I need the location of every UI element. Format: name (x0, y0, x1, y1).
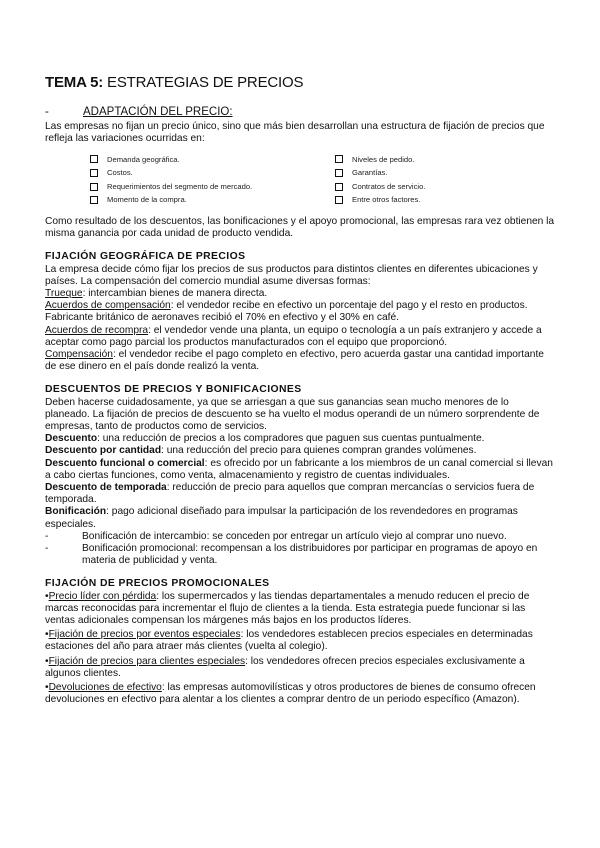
definition: : una reducción de precios a los compradores que paguen sus cuentas puntualmente. (97, 433, 485, 445)
term: Fijación de precios para clientes especiales (48, 655, 246, 667)
definition: : reducción de precio para aquellos que compran mercancías o servicios fuera de temporada. (45, 482, 535, 506)
list-item (90, 153, 335, 167)
list-item (45, 482, 555, 506)
document-page (45, 74, 555, 709)
list-item (335, 166, 535, 180)
adaptacion-outro: Como resultado de los descuentos, las bonificaciones y el apoyo promocional, las empresas rara vez obtienen la misma ganancia por cada unidad de producto vendida. (45, 215, 555, 240)
list-item (45, 682, 555, 706)
definition: : el vendedor recibe en efectivo un porcentaje del pago y el resto en productos. Fabricante británico de aeronaves recibió el 70% en efectivo y el 30% en café. (45, 300, 528, 324)
page-title (45, 74, 555, 92)
checkbox-icon (335, 169, 343, 177)
sub-item-text: Bonificación de intercambio: se conceden por entregar un artículo viejo al comprar uno nuevo. (82, 530, 507, 542)
list-item-label: Demanda geográfica. (107, 154, 180, 164)
list-item-label: Niveles de pedido. (352, 154, 415, 164)
list-item (45, 591, 555, 628)
definition: : el vendedor recibe el pago completo en efectivo, pero acuerda gastar una cantidad importante de ese dinero en el país donde realizó la venta. (45, 349, 544, 373)
term: Compensación (45, 349, 113, 361)
definition: : el vendedor vende una planta, un equipo o tecnología a un país extranjero y accede a aceptar como pago parcial los productos manufacturados con el equipo que proporcionó. (45, 324, 542, 348)
bullet-icon: • (45, 629, 49, 641)
term: Descuento funcional o comercial (45, 457, 205, 469)
title-number: TEMA 5: (45, 74, 104, 91)
section-heading: FIJACIÓN GEOGRÁFICA DE PRECIOS (45, 251, 246, 263)
list-item-label: Costos. (107, 168, 133, 178)
bullet-icon: • (45, 590, 49, 602)
section-intro: Deben hacerse cuidadosamente, ya que se arriesgan a que sus ganancias sean mucho menores de lo planeado. La fijación de precios de descuento se ha vuelto el modus operandi de un número sorprendente de empresas, tanto de productos como de servicios. (45, 396, 540, 433)
sub-item-text: Bonificación promocional: recompensan a los distribuidores por participar en programas de apoyo en materia de publicidad y venta. (82, 543, 538, 567)
bullet-icon: • (45, 682, 49, 694)
definition: : intercambian bienes de manera directa. (82, 288, 268, 299)
checkbox-icon (335, 196, 343, 204)
dash-marker: - (45, 106, 49, 118)
definition: : los supermercados y las tiendas departamentales a menudo reducen el precio de marcas reconocidas para incrementar el flujo de clientes a la tienda. Esta estrategia puede funcionar si las ventas adicionales compensan los márgenes más bajos en los productos líderes. (45, 590, 530, 627)
term: Devoluciones de efectivo (48, 682, 162, 694)
list-item (45, 349, 555, 373)
section-adaptacion-heading (45, 106, 555, 118)
list-item (45, 506, 555, 530)
term: Trueque (45, 288, 83, 299)
list-item (335, 153, 535, 167)
section-geografica (45, 251, 555, 373)
list-item (45, 325, 555, 349)
bullet-icon: • (45, 655, 49, 667)
term: Descuento de temporada (45, 482, 167, 494)
list-item (45, 300, 555, 324)
list-item (45, 445, 555, 457)
term: Bonificación (45, 506, 107, 518)
term: Descuento por cantidad (45, 445, 162, 457)
adaptacion-intro: Las empresas no fijan un precio único, sino que más bien desarrollan una estructura de fijación de precios que refleja las variaciones ocurridas en: (45, 121, 545, 145)
adaptacion-heading-text: ADAPTACIÓN DEL PRECIO: (83, 106, 233, 118)
dash-marker: - (45, 530, 49, 542)
term: Fijación de precios por eventos especiales (48, 629, 241, 641)
term: Descuento (45, 433, 98, 445)
list-item-label: Requerimientos del segmento de mercado. (107, 181, 253, 191)
list-item (335, 193, 535, 207)
list-item-label: Momento de la compra. (107, 195, 187, 205)
definition: : es ofrecido por un fabricante a los miembros de un canal comercial si llevan a cabo ciertas funciones, como venta, almacenamiento y registro de cuentas individuales. (45, 457, 553, 481)
definition: : una reducción del precio para quienes compran grandes volúmenes. (161, 445, 477, 457)
list-item (90, 180, 335, 194)
checkbox-list (90, 153, 555, 207)
list-item (45, 656, 555, 680)
list-item-label: Entre otros factores. (352, 195, 421, 205)
list-item (45, 288, 555, 300)
term: Acuerdos de compensación (45, 300, 171, 312)
section-intro: La empresa decide cómo fijar los precios de sus productos para distintos clientes en diferentes ubicaciones y países. La compensación del comercio mundial asume diversas formas: (45, 263, 538, 287)
section-descuentos (45, 384, 555, 567)
term: Acuerdos de recompra (45, 324, 149, 336)
list-item (90, 166, 335, 180)
checkbox-icon (90, 196, 98, 204)
checkbox-icon (335, 183, 343, 191)
checkbox-icon (90, 169, 98, 177)
list-item (45, 629, 555, 653)
definition: : los vendedores establecen precios especiales en determinadas estaciones del año para atraer más clientes (vuelta al colegio). (45, 629, 533, 653)
checkbox-icon (90, 183, 98, 191)
list-item (90, 193, 335, 207)
sub-list-item (45, 531, 555, 543)
title-text: ESTRATEGIAS DE PRECIOS (107, 74, 304, 91)
definition: : pago adicional diseñado para impulsar la participación de los revendedores en programas especiales. (45, 506, 518, 530)
definition: : los vendedores ofrecen precios especiales exclusivamente a algunos clientes. (45, 655, 525, 679)
dash-marker: - (45, 543, 49, 555)
section-heading: FIJACIÓN DE PRECIOS PROMOCIONALES (45, 578, 270, 590)
term: Precio líder con pérdida (48, 590, 157, 602)
list-item (45, 433, 555, 445)
checkbox-icon (335, 155, 343, 163)
checkbox-icon (90, 155, 98, 163)
definition: : las empresas automovilísticas y otros productores de bienes de consumo ofrecen devoluciones en efectivo para alentar a los clientes a comprar dentro de un periodo específico (Amazon). (45, 682, 536, 706)
sub-list-item (45, 543, 555, 567)
list-item (335, 180, 535, 194)
list-item-label: Garantías. (352, 168, 388, 178)
list-item (45, 458, 555, 482)
list-item-label: Contratos de servicio. (352, 181, 426, 191)
section-heading: DESCUENTOS DE PRECIOS Y BONIFICACIONES (45, 384, 302, 396)
section-promocionales (45, 578, 555, 706)
